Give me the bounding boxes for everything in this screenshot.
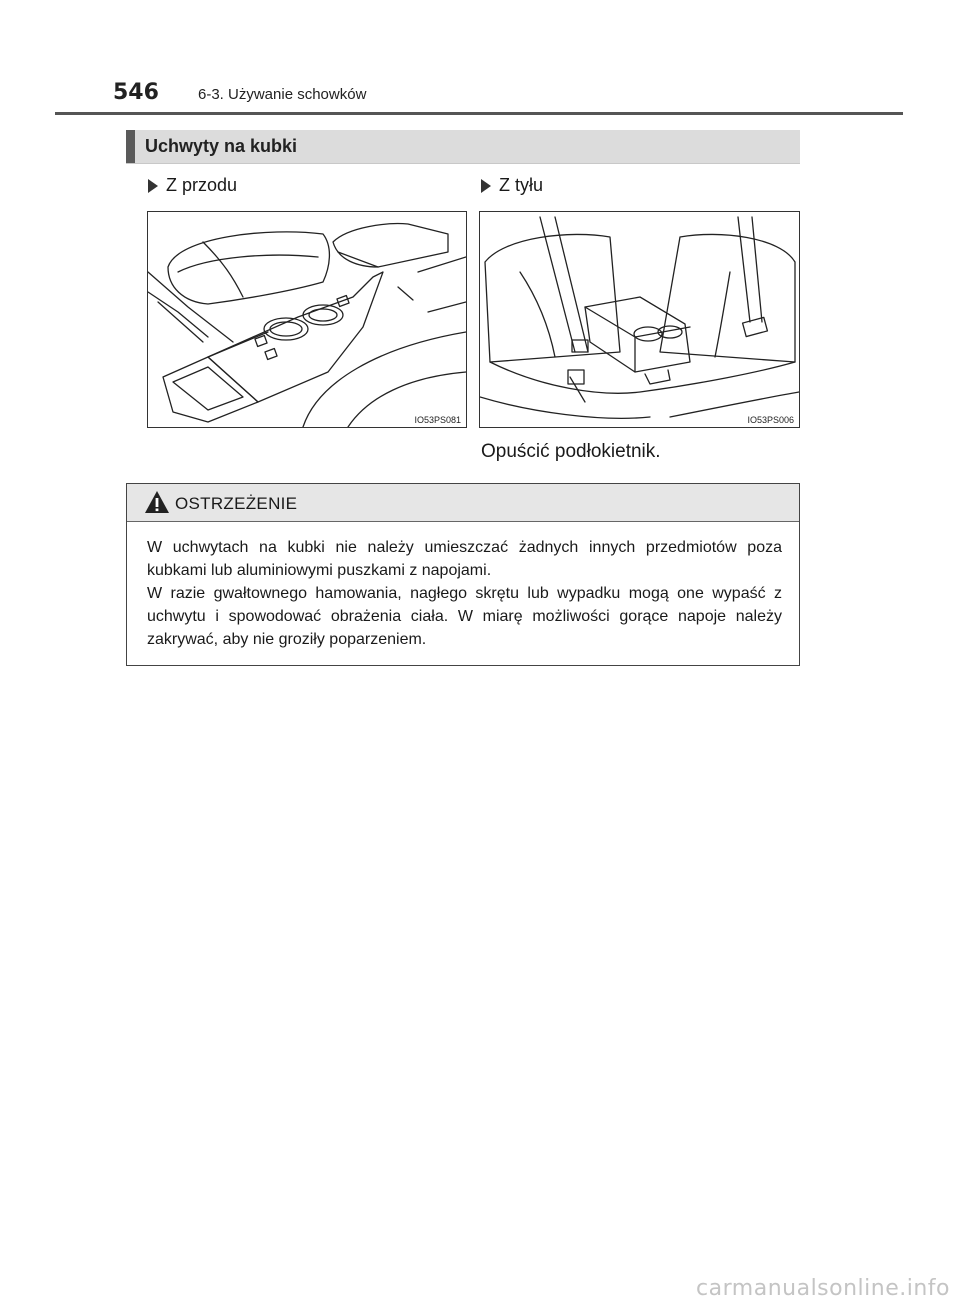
section-title: Uchwyty na kubki xyxy=(145,136,298,156)
warning-box xyxy=(126,483,800,666)
warning-paragraph-2: W razie gwałtownego hamowania, nagłego skrętu lub wypadku mogą one wypaść z uchwytu i spowodować obrażenia ciała. W miarę możliwości gorące napoje należy zakrywać, aby nie groziły poparzeniem. xyxy=(147,585,782,648)
warning-title: OSTRZEŻENIE xyxy=(175,494,298,513)
front-subhead xyxy=(148,175,237,196)
watermark: carmanualsonline.info xyxy=(696,1276,950,1301)
front-cup-holder-illustration xyxy=(147,211,467,428)
rear-cup-holder-illustration xyxy=(479,211,800,428)
warning-paragraph-1: W uchwytach na kubki nie należy umieszczać żadnych innych przedmiotów poza kubkami lub aluminiowymi puszkami z napojami. xyxy=(147,539,782,579)
page-number: 546 xyxy=(113,80,159,105)
rear-subhead xyxy=(481,175,543,196)
section-heading xyxy=(126,130,800,164)
breadcrumb: 6-3. Używanie schowków xyxy=(198,86,367,103)
rear-image-code: IO53PS006 xyxy=(747,415,794,425)
front-image-code: IO53PS081 xyxy=(414,415,461,425)
rear-caption: Opuścić podłokietnik. xyxy=(481,441,661,462)
header-divider xyxy=(55,112,903,115)
section-heading-accent xyxy=(126,130,135,163)
warning-triangle-icon xyxy=(144,490,170,514)
warning-header xyxy=(127,484,799,522)
triangle-bullet-icon xyxy=(481,179,491,193)
front-label: Z przodu xyxy=(166,175,238,195)
rear-label: Z tyłu xyxy=(499,175,544,195)
warning-body xyxy=(127,522,799,651)
triangle-bullet-icon xyxy=(148,179,158,193)
